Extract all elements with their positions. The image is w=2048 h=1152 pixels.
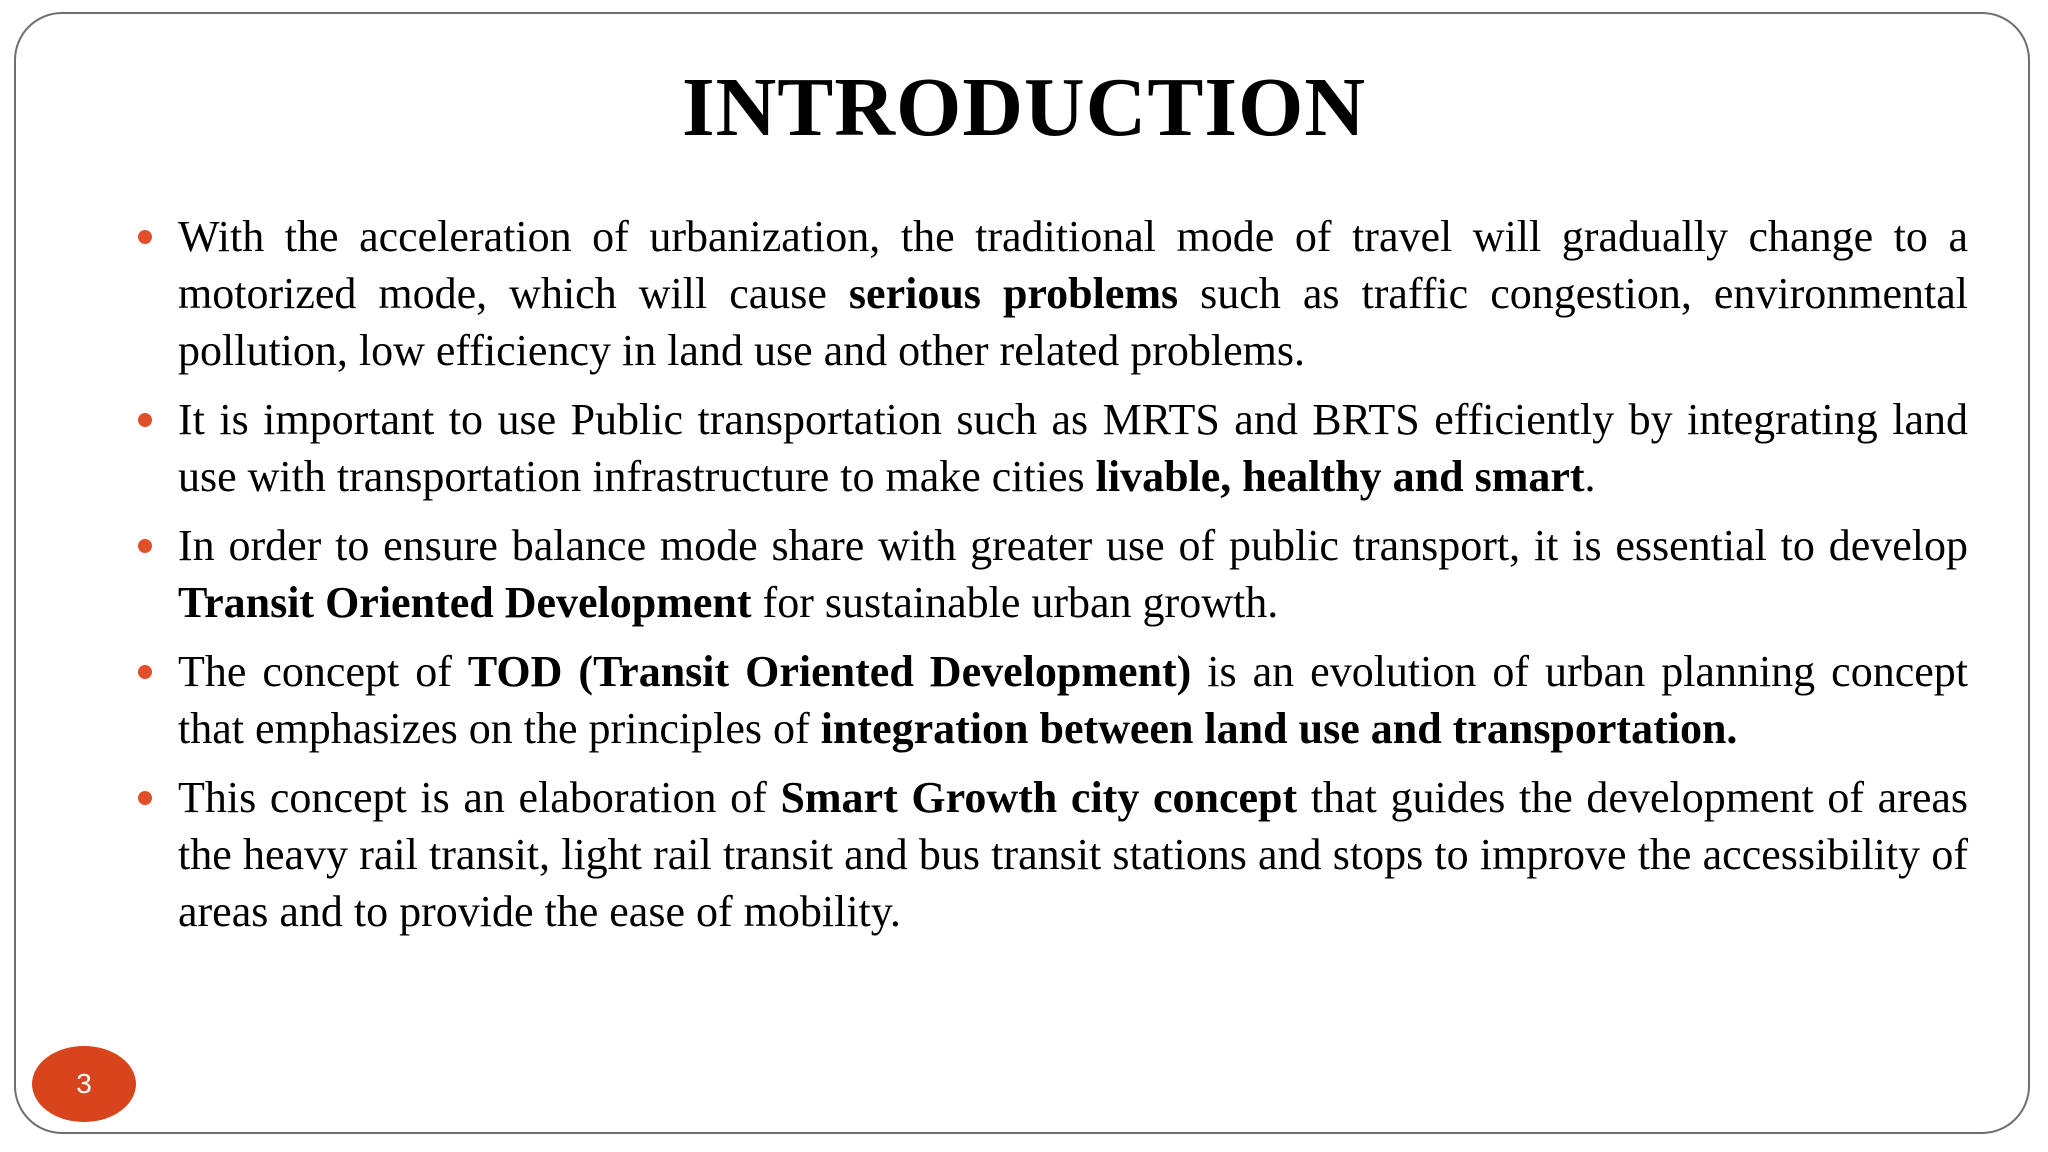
bullet-item-1 bbox=[178, 208, 1968, 379]
bullet-list bbox=[178, 208, 1968, 952]
bullet-dot-icon bbox=[138, 413, 152, 427]
bullet-text-segment: that guides the development of areas the heavy rail transit, light rail transit and bus transit stations and stops to improve the accessibility of areas and to provide the ease of mobility. bbox=[178, 773, 1969, 936]
bullet-dot-icon bbox=[138, 791, 152, 805]
bullet-bold-phrase: Smart Growth city concept bbox=[780, 773, 1298, 822]
bullet-text-segment: such as traffic congestion, environmental pollution, low efficiency in land use and other related problems. bbox=[178, 269, 1968, 375]
bullet-text-segment: is an evolution of urban planning concept that emphasizes on the principles of bbox=[178, 647, 1968, 753]
bullet-text-segment: for sustainable urban growth. bbox=[751, 578, 1279, 627]
page-number-badge: 3 bbox=[32, 1046, 136, 1122]
bullet-bold-phrase: TOD (Transit Oriented Development) bbox=[467, 647, 1192, 696]
bullet-text-segment: This concept is an elaboration of bbox=[178, 773, 781, 822]
bullet-dot-icon bbox=[138, 665, 152, 679]
bullet-text-segment: The concept of bbox=[178, 647, 468, 696]
bullet-text-segment: With the acceleration of urbanization, the traditional mode of travel will gradually change to a motorized mode, which will cause bbox=[178, 212, 1968, 318]
bullet-bold-phrase: livable, healthy and smart bbox=[1095, 452, 1585, 501]
slide-title: INTRODUCTION bbox=[681, 61, 1367, 154]
bullet-bold-phrase: integration between land use and transportation. bbox=[820, 704, 1738, 753]
bullet-text-segment: . bbox=[1584, 452, 1596, 501]
bullet-item-2 bbox=[178, 391, 1968, 505]
bullet-bold-phrase: serious problems bbox=[848, 269, 1179, 318]
bullet-item-4 bbox=[178, 643, 1968, 757]
bullet-item-3 bbox=[178, 517, 1968, 631]
bullet-text-segment: In order to ensure balance mode share with greater use of public transport, it is essential to develop bbox=[178, 521, 1968, 570]
bullet-text-segment: It is important to use Public transportation such as MRTS and BRTS efficiently by integrating land use with transportation infrastructure to make cities bbox=[178, 395, 1968, 501]
bullet-bold-phrase: Transit Oriented Development bbox=[178, 578, 752, 627]
bullet-dot-icon bbox=[138, 230, 152, 244]
bullet-item-5 bbox=[178, 769, 1968, 940]
bullet-dot-icon bbox=[138, 539, 152, 553]
